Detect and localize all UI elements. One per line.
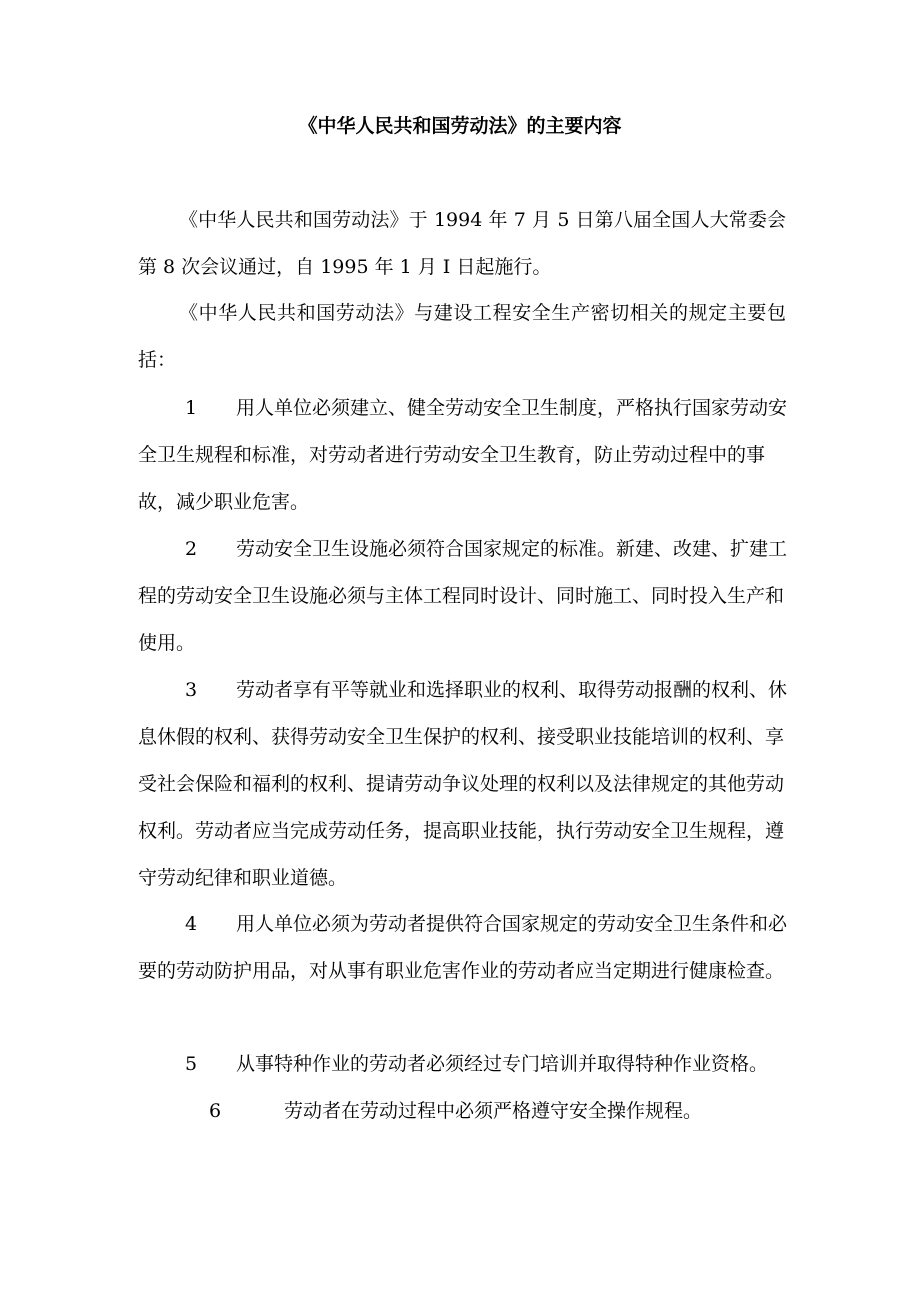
list-item — [138, 526, 788, 667]
list-item-text: 劳动者在劳动过程中必须严格遵守安全操作规程。 — [284, 1100, 703, 1122]
list-item-text: 劳动安全卫生设施必须符合国家规定的标准。新建、改建、扩建工程的劳动安全卫生设施必须与主体工程同时设计、同时施工、同时投入生产和使用。 — [138, 538, 788, 654]
list-item — [138, 1041, 788, 1088]
list-item — [138, 385, 788, 526]
paragraph-intro: 《中华人民共和国劳动法》与建设工程安全生产密切相关的规定主要包括： — [138, 302, 786, 371]
list-item-number: 4 — [184, 913, 198, 935]
list-item-number: 6 — [208, 1100, 222, 1122]
list-item — [138, 901, 788, 995]
list-item-number: 1 — [184, 397, 198, 419]
list-item-number: 2 — [184, 538, 198, 560]
list-item-text: 劳动者享有平等就业和选择职业的权利、取得劳动报酬的权利、休息休假的权利、获得劳动安全卫生保护的权利、接受职业技能培训的权利、享受社会保险和福利的权利、提请劳动争议处理的权利以及法律规定的其他劳动权利。劳动者应当完成劳动任务，提高职业技能，执行劳动安全卫生规程，遵守劳动纪律和职业道德。 — [138, 679, 788, 889]
list-item-number: 3 — [184, 679, 198, 701]
document-title: 《中华人民共和国劳动法》的主要内容 — [298, 115, 622, 137]
paragraph-enactment: 《中华人民共和国劳动法》于 1994 年 7 月 5 日第八届全国人大常委会第 8 次会议通过，自 1995 年 1 月 I 日起施行。 — [138, 209, 786, 278]
list-item-text: 用人单位必须为劳动者提供符合国家规定的劳动安全卫生条件和必要的劳动防护用品，对从事有职业危害作业的劳动者应当定期进行健康检查。 — [138, 913, 788, 982]
list-item — [138, 667, 788, 902]
list-item-text: 用人单位必须建立、健全劳动安全卫生制度，严格执行国家劳动安全卫生规程和标准，对劳动者进行劳动安全卫生教育，防止劳动过程中的事故，减少职业危害。 — [138, 397, 788, 513]
list-item-text: 从事特种作业的劳动者必须经过专门培训并取得特种作业资格。 — [236, 1053, 769, 1075]
list-item — [138, 1088, 788, 1135]
list-item-number: 5 — [184, 1053, 198, 1075]
